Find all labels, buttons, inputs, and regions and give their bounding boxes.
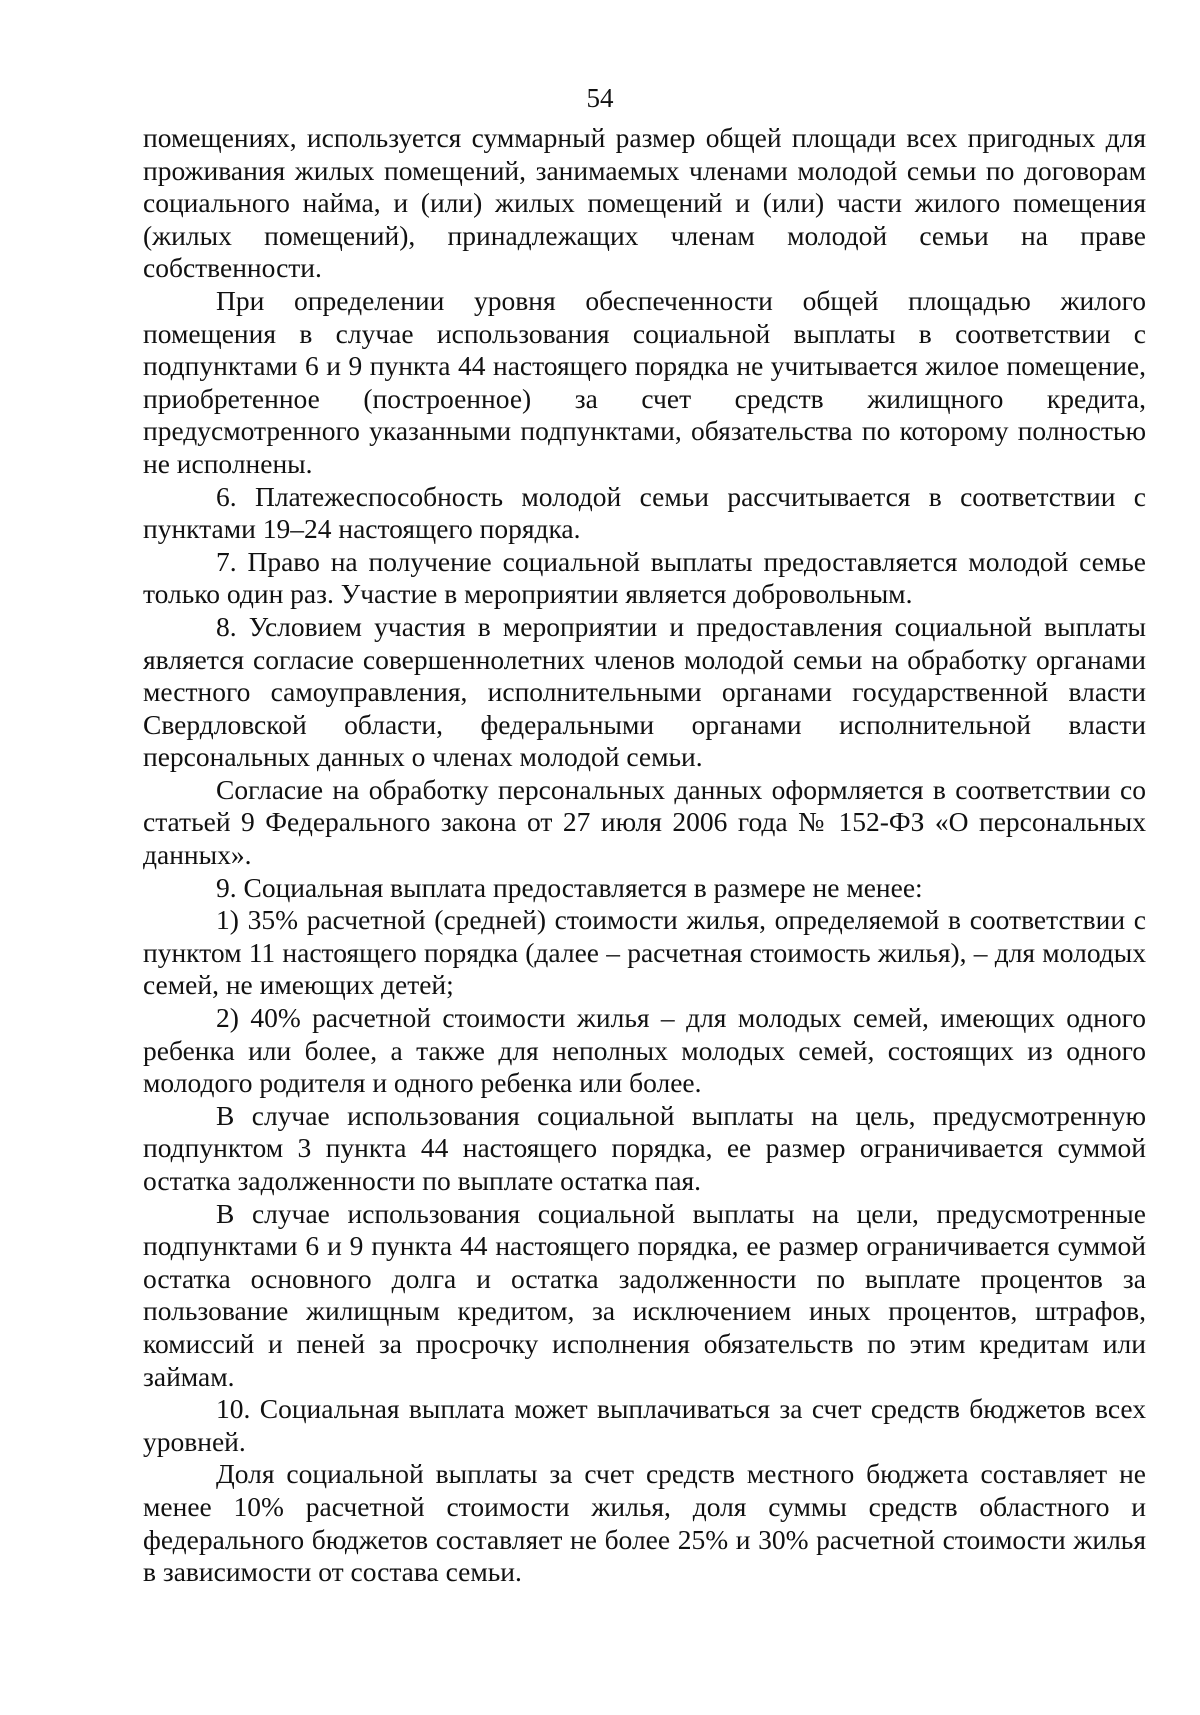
document-body (143, 122, 1146, 1589)
paragraph-item-9: 9. Социальная выплата предоставляется в размере не менее: (216, 871, 923, 903)
paragraph-subitem-2: 2) 40% расчетной стоимости жилья – для молодых семей, имеющих одного ребенка или более, а также для неполных молодых семей, состоящих из одного молодого родителя и одного ребенка или более. (143, 1002, 1146, 1099)
paragraph-item-8: 8. Условием участия в мероприятии и предоставления социальной выплаты является согласие совершеннолетних членов молодой семьи на обработку органами местного самоуправления, исполнительными органами государственной власти Свердловской области, федеральными органами исполнительной власти персональных данных о членах молодой семьи. (143, 610, 1146, 773)
page-number: 54 (586, 83, 614, 113)
paragraph-budget-share: Доля социальной выплаты за счет средств местного бюджета составляет не менее 10% расчетной стоимости жилья, доля суммы средств областного и федерального бюджетов составляет не более 25% и 30% расчетной стоимости жилья в зависимости от состава семьи. (143, 1458, 1146, 1588)
paragraph-item-6: 6. Платежеспособность молодой семьи рассчитывается в соответствии с пунктами 19–24 настоящего порядка. (143, 480, 1146, 545)
paragraph-subitem-1: 1) 35% расчетной (средней) стоимости жилья, определяемой в соответствии с пунктом 11 настоящего порядка (далее – расчетная стоимость жилья), – для молодых семей, не имеющих детей; (143, 904, 1146, 1001)
paragraph-share-limit: В случае использования социальной выплаты на цель, предусмотренную подпунктом 3 пункта 44 настоящего порядка, ее размер ограничивается суммой остатка задолженности по выплате остатка пая. (143, 1099, 1146, 1196)
paragraph-continuation: помещениях, используется суммарный размер общей площади всех пригодных для проживания жилых помещений, занимаемых членами молодой семьи по договорам социального найма, и (или) жилых помещений и (или) части жилого помещения (жилых помещений), принадлежащих членам молодой семьи на праве собственности. (143, 122, 1146, 284)
paragraph-item-7: 7. Право на получение социальной выплаты предоставляется молодой семье только один раз. Участие в мероприятии является добровольным. (143, 545, 1146, 610)
paragraph-item-10: 10. Социальная выплата может выплачиваться за счет средств бюджетов всех уровней. (143, 1393, 1146, 1457)
paragraph-credit-limit: В случае использования социальной выплаты на цели, предусмотренные подпунктами 6 и 9 пункта 44 настоящего порядка, ее размер ограничивается суммой остатка основного долга и остатка задолженности по выплате процентов за пользование жилищным кредитом, за исключением иных процентов, штрафов, комиссий и пеней за просрочку исполнения обязательств по этим кредитам или займам. (143, 1197, 1146, 1392)
paragraph-housing-provision: При определении уровня обеспеченности общей площадью жилого помещения в случае использования социальной выплаты в соответствии с подпунктами 6 и 9 пункта 44 настоящего порядка не учитывается жилое помещение, приобретенное (построенное) за счет средств жилищного кредита, предусмотренного указанными подпунктами, обязательства по которому полностью не исполнены. (143, 284, 1146, 479)
paragraph-consent: Согласие на обработку персональных данных оформляется в соответствии со статьей 9 Федерального закона от 27 июля 2006 года № 152-ФЗ «О персональных данных». (143, 773, 1146, 871)
